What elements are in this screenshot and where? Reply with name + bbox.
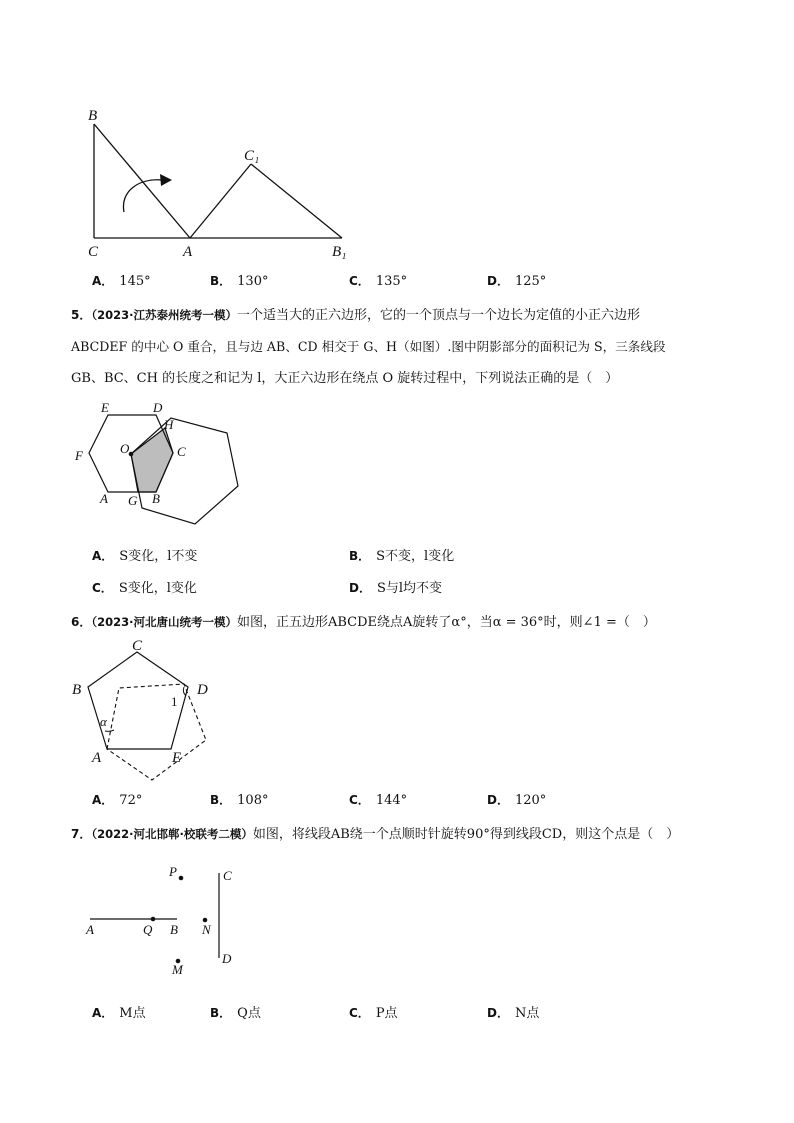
q5-option-a[interactable] — [92, 548, 197, 565]
q4-label-b: B — [88, 108, 98, 124]
q5-stem-line1 — [71, 304, 640, 323]
q7-label-c: C — [223, 868, 232, 883]
q6-option-b[interactable] — [210, 792, 268, 809]
q5-stem-line3: GB、BC、CH 的长度之和记为 l，大正六边形在绕点 O 旋转过程中，下列说法正确的是（ ） — [71, 371, 619, 386]
q5-label-g: G — [128, 493, 138, 508]
option-text: 145° — [119, 274, 151, 289]
option-key: C． — [349, 274, 370, 288]
q7-label-m: M — [172, 962, 183, 977]
option-text: 144° — [375, 793, 408, 808]
q7-label-a: A — [86, 922, 94, 937]
q4-label-c1: C₁ — [244, 148, 260, 164]
q6-label-e: E — [172, 750, 182, 766]
q6-label-d: D — [197, 682, 208, 698]
q5-option-d[interactable] — [349, 580, 442, 597]
option-key: C． — [349, 1006, 370, 1020]
q5-stem-line2: ABCDEF 的中心 O 重合，且与边 AB、CD 相交于 G、H（如图）.图中阴影部分的面积记为 S，三条线段 — [71, 339, 666, 354]
q4-segment-ba — [94, 124, 190, 238]
q6-option-a[interactable] — [92, 792, 142, 809]
q4-label-a: A — [183, 244, 193, 260]
q4-option-c[interactable] — [349, 273, 407, 290]
option-text: S不变，l变化 — [376, 549, 455, 564]
q7-text: 如图，将线段AB绕一个点顺时针旋转90°得到线段CD，则这个点是（ ） — [252, 827, 680, 842]
option-text: N点 — [514, 1006, 540, 1021]
q7-option-c[interactable] — [349, 1005, 398, 1022]
q7-label-q: Q — [143, 922, 153, 937]
q7-label-n: N — [202, 922, 211, 937]
option-text: 108° — [237, 793, 269, 808]
option-text: 130° — [237, 274, 269, 289]
option-key: A． — [92, 793, 114, 807]
q5-figure — [70, 398, 260, 533]
q6-diagram — [70, 634, 220, 784]
q6-text: 如图，正五边形ABCDE绕点A旋转了α°，当α = 36°时，则∠1 =（ ） — [236, 615, 656, 630]
q6-figure — [70, 634, 220, 784]
q7-source: （2022·河北邯郸·校联考二模） — [91, 827, 253, 841]
q6-label-c: C — [132, 638, 143, 654]
q7-option-b[interactable] — [210, 1005, 261, 1022]
q5-label-f: F — [75, 448, 83, 463]
q5-label-c: C — [177, 444, 186, 459]
option-key: C． — [349, 793, 370, 807]
option-key: D． — [487, 1006, 509, 1020]
q7-point-q — [151, 917, 156, 922]
q7-number: 7． — [71, 827, 92, 841]
q4-arrow-head — [160, 174, 172, 186]
q4-option-b[interactable] — [210, 273, 268, 290]
q6-number: 6． — [71, 615, 92, 629]
option-text: 120° — [514, 793, 547, 808]
q6-alpha-arc — [105, 730, 114, 731]
option-key: D． — [487, 793, 509, 807]
option-text: P点 — [375, 1006, 398, 1021]
option-key: B． — [349, 549, 371, 563]
q5-text-line1: 一个适当大的正六边形，它的一个顶点与一个边长为定值的小正六边形 — [236, 308, 640, 323]
q7-label-p: P — [169, 864, 177, 879]
q6-label-a: A — [92, 750, 102, 766]
q4-segment-ac1 — [190, 164, 251, 238]
option-key: D． — [487, 274, 509, 288]
q7-option-a[interactable] — [92, 1005, 146, 1022]
q7-diagram — [80, 860, 250, 980]
q5-label-h: H — [164, 417, 174, 432]
q7-label-d: D — [222, 951, 232, 966]
q5-option-c[interactable] — [92, 580, 197, 597]
q4-option-a[interactable] — [92, 273, 151, 290]
q6-source: （2023·河北唐山统考一模） — [91, 615, 237, 629]
option-text: S变化，l变化 — [118, 581, 197, 596]
q4-figure — [80, 100, 380, 270]
q5-label-d: D — [153, 400, 163, 415]
q5-source: （2023·江苏泰州统考一模） — [91, 308, 237, 322]
q7-stem — [71, 823, 679, 842]
q6-stem — [71, 611, 656, 630]
q5-label-a: A — [100, 491, 108, 506]
q6-label-1: 1 — [171, 694, 178, 709]
option-key: A． — [92, 549, 114, 563]
option-text: M点 — [119, 1006, 146, 1021]
q4-option-d[interactable] — [487, 273, 546, 290]
q4-segment-c1b1 — [251, 164, 342, 238]
q5-label-b: B — [152, 491, 160, 506]
option-key: B． — [210, 274, 232, 288]
q6-label-b: B — [72, 682, 82, 698]
q4-label-b1: B₁ — [332, 244, 347, 260]
q5-label-o: O — [120, 441, 130, 456]
q4-label-c: C — [88, 244, 99, 260]
option-key: D． — [349, 581, 371, 595]
q6-option-c[interactable] — [349, 792, 407, 809]
q7-figure — [80, 860, 250, 980]
q5-option-b[interactable] — [349, 548, 454, 565]
q4-diagram — [80, 100, 380, 270]
q7-label-b: B — [170, 922, 178, 937]
option-text: 72° — [119, 793, 143, 808]
option-text: Q点 — [237, 1006, 261, 1021]
q7-point-p — [179, 876, 184, 881]
q5-diagram — [70, 398, 260, 533]
option-key: A． — [92, 274, 114, 288]
option-key: C． — [92, 581, 113, 595]
option-text: S与l均不变 — [376, 581, 443, 596]
option-key: B． — [210, 1006, 232, 1020]
q6-option-d[interactable] — [487, 792, 546, 809]
q5-label-e: E — [101, 400, 109, 415]
q4-rotation-arrow — [123, 180, 162, 212]
option-key: B． — [210, 793, 232, 807]
q7-option-d[interactable] — [487, 1005, 539, 1022]
q6-pentagon-rotated — [107, 684, 206, 780]
q5-number: 5． — [71, 308, 92, 322]
q6-label-alpha: α — [100, 714, 107, 729]
option-text: 125° — [514, 274, 547, 289]
option-text: 135° — [375, 274, 408, 289]
option-key: A． — [92, 1006, 114, 1020]
option-text: S变化，l不变 — [119, 549, 198, 564]
